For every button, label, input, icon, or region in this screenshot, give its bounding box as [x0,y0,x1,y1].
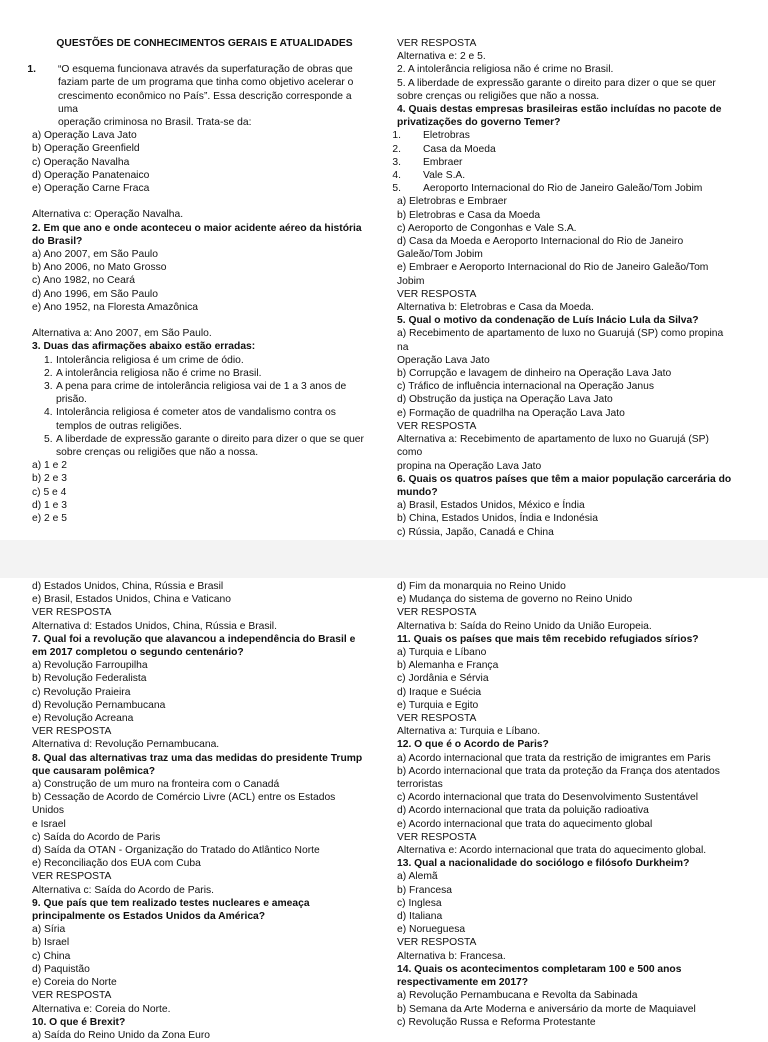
q2-option-b: b) Ano 2006, no Mato Grosso [32,262,167,274]
q10-ver-resposta-link[interactable]: VER RESPOSTA [397,607,477,619]
q4-answer: Alternativa b: Eletrobras e Casa da Moeda. [397,302,594,314]
q3-option-d: d) 1 e 3 [32,499,67,511]
q11-option-d: d) Iraque e Suécia [397,686,482,698]
q3-item-2-text: A intolerância religiosa não é crime no Brasil. [56,367,262,379]
q1-option-c: c) Operação Navalha [32,156,130,168]
q12-answer: Alternativa e: Acordo internacional que trata do aquecimento global. [397,845,707,857]
q12-option-b: b) Acordo internacional que trata da proteção da França dos atentados terroristas [397,765,720,791]
q8-option-a: a) Construção de um muro na fronteira com o Canadá [32,779,280,791]
q7-option-d: d) Revolução Pernambucana [32,699,166,711]
q3-item-5-number: 5. [44,433,53,445]
q11-option-b: b) Alemanha e França [397,660,499,672]
q3-item-5 [32,433,367,459]
q4-option-a: a) Eletrobras e Embraer [397,196,507,208]
question-13-text: 13. Qual a nacionalidade do sociólogo e filósofo Durkheim? [397,858,690,870]
q3-answer: Alternativa e: 2 e 5. [397,51,486,63]
q3-item-2 [32,367,367,380]
question-1-text: “O esquema funcionava através da superfaturação de obras que faziam parte de um programa que tinha como objetivo acelerar o crescimento econômico no País”. Essa descrição corresponde a uma operação criminosa no Brasil. Trata-se da: [58,64,354,129]
q11-option-e: e) Turquia e Egito [397,699,479,711]
page2-right-column [397,580,733,1029]
q4-item-2 [392,143,733,156]
q11-option-a: a) Turquia e Líbano [397,647,487,659]
question-14-text: 14. Quais os acontecimentos completaram 100 e 500 anos respectivamente em 2017? [397,963,682,989]
q13-option-d: d) Italiana [397,911,443,923]
question-11-text: 11. Quais os países que mais têm recebido refugiados sírios? [397,633,699,645]
q12-option-d: d) Acordo internacional que trata da poluição radioativa [397,805,649,817]
q2-answer: Alternativa a: Ano 2007, em São Paulo. [32,328,212,340]
q12-option-c: c) Acordo internacional que trata do Desenvolvimento Sustentável [397,792,699,804]
page-separator [0,540,768,578]
q4-option-c: c) Aeroporto de Congonhas e Vale S.A. [397,222,577,234]
q4-item-4 [392,169,733,182]
q13-answer: Alternativa b: Francesa. [397,950,506,962]
q6-option-e: e) Brasil, Estados Unidos, China e Vaticano [32,594,231,606]
q14-option-a: a) Revolução Pernambucana e Revolta da Sabinada [397,990,638,1002]
q10-option-d: d) Fim da monarquia no Reino Unido [397,581,566,592]
q7-option-e: e) Revolução Acreana [32,713,134,725]
question-10-text: 10. O que é Brexit? [32,1016,126,1028]
q1-answer: Alternativa c: Operação Navalha. [32,209,184,221]
page1-left-column [27,37,367,525]
q4-item-2-text: Casa da Moeda [423,143,496,155]
q2-option-a: a) Ano 2007, em São Paulo [32,249,158,261]
q6-ver-resposta-link[interactable]: VER RESPOSTA [32,607,112,619]
q1-option-d: d) Operação Panatenaico [32,169,150,181]
question-9-text: 9. Que país que tem realizado testes nucleares e ameaça principalmente os Estados Unidos da América? [32,897,310,923]
q5-ver-resposta-link[interactable]: VER RESPOSTA [397,420,477,432]
q13-ver-resposta-link[interactable]: VER RESPOSTA [397,937,477,949]
q1-option-e: e) Operação Carne Fraca [32,183,150,195]
q4-option-e: e) Embraer e Aeroporto Internacional do Rio de Janeiro Galeão/Tom Jobim [397,262,709,287]
q3-ver-resposta-link[interactable]: VER RESPOSTA [397,38,477,49]
question-7-text: 7. Qual foi a revolução que alavancou a independência do Brasil e em 2017 completou o segundo centenário? [32,633,356,659]
q4-item-1 [392,129,733,142]
q7-option-c: c) Revolução Praieira [32,686,131,698]
q3-item-3 [32,380,367,406]
q4-item-5 [392,182,733,195]
q8-option-c: c) Saída do Acordo de Paris [32,831,161,843]
q6-option-a: a) Brasil, Estados Unidos, México e Índia [397,500,585,512]
q6-answer: Alternativa d: Estados Unidos, China, Rússia e Brasil. [32,620,277,632]
q3-item-4-number: 4. [44,407,53,419]
q4-item-4-number: 4. [392,170,401,182]
q3-item-1-number: 1. [44,354,53,366]
q3-item-4-text: Intolerância religiosa é cometer atos de vandalismo contra os templos de outras religiões. [56,407,336,432]
q14-option-c: c) Revolução Russa e Reforma Protestante [397,1016,596,1028]
q3-answer-line-1: 2. A intolerância religiosa não é crime no Brasil. [397,64,614,76]
q13-option-c: c) Inglesa [397,897,442,909]
document-page-2 [0,578,768,1041]
q9-option-e: e) Coreia do Norte [32,977,117,989]
question-8-text: 8. Qual das alternativas traz uma das medidas do presidente Trump que causaram polêmica? [32,752,363,777]
q11-ver-resposta-link[interactable]: VER RESPOSTA [397,713,477,725]
q8-option-d: d) Saída da OTAN - Organização do Tratado do Atlântico Norte [32,845,320,857]
q5-option-b: b) Corrupção e lavagem de dinheiro na Operação Lava Jato [397,368,672,380]
q4-item-1-text: Eletrobras [423,130,470,142]
q4-item-5-text: Aeroporto Internacional do Rio de Janeiro Galeão/Tom Jobim [423,183,703,195]
question-4-text: 4. Quais destas empresas brasileiras estão incluídas no pacote de privatizações do governo Temer? [397,104,722,129]
q4-item-2-number: 2. [392,143,401,155]
q4-ver-resposta-link[interactable]: VER RESPOSTA [397,288,477,300]
q4-item-3-text: Embraer [423,156,463,168]
question-1 [27,63,367,129]
q10-option-a: a) Saída do Reino Unido da Zona Euro [32,1029,211,1041]
q2-option-d: d) Ano 1996, em São Paulo [32,288,158,300]
q3-option-b: b) 2 e 3 [32,473,67,485]
q8-ver-resposta-link[interactable]: VER RESPOSTA [32,871,112,883]
q3-item-1 [32,354,367,367]
q8-option-b: b) Cessação de Acordo de Comércio Livre (ACL) entre os Estados Unidos e Israel [32,792,336,830]
q5-option-d: d) Obstrução da justiça na Operação Lava Jato [397,394,613,406]
q3-item-3-number: 3. [44,381,53,393]
q3-item-5-text: A liberdade de expressão garante o direito para dizer o que se quer sobre crenças ou religiões que não a nossa. [56,433,364,459]
q1-option-a: a) Operação Lava Jato [32,130,137,142]
q3-item-1-text: Intolerância religiosa é um crime de ódio. [56,354,244,366]
q4-option-d: d) Casa da Moeda e Aeroporto Internacional do Rio de Janeiro Galeão/Tom Jobim [397,236,684,261]
q2-option-e: e) Ano 1952, na Floresta Amazônica [32,301,198,313]
q2-option-c: c) Ano 1982, no Ceará [32,275,136,287]
q6-option-c: c) Rússia, Japão, Canadá e China [397,526,554,538]
q9-option-d: d) Paquistão [32,963,90,975]
q5-option-c: c) Tráfico de influência internacional na Operação Janus [397,381,654,393]
question-3-text: 3. Duas das afirmações abaixo estão erradas: [32,341,256,353]
q4-item-5-number: 5. [392,183,401,195]
q7-option-b: b) Revolução Federalista [32,673,147,685]
q1-option-b: b) Operação Greenfield [32,143,140,155]
q4-item-3 [392,156,733,169]
q8-answer: Alternativa c: Saída do Acordo de Paris. [32,884,215,896]
q9-option-b: b) Israel [32,937,70,949]
q9-ver-resposta-link[interactable]: VER RESPOSTA [32,990,112,1002]
q11-option-c: c) Jordânia e Sérvia [397,673,489,685]
page1-right-column [392,37,733,539]
q10-answer: Alternativa b: Saída do Reino Unido da União Europeia. [397,620,652,632]
q14-option-b: b) Semana da Arte Moderna e aniversário da morte de Maquiavel [397,1003,696,1015]
q9-answer: Alternativa e: Coreia do Norte. [32,1003,171,1015]
q4-item-1-number: 1. [392,130,401,142]
q7-option-a: a) Revolução Farroupilha [32,660,148,672]
q4-item-4-text: Vale S.A. [423,170,466,182]
q10-option-e: e) Mudança do sistema de governo no Reino Unido [397,594,633,606]
page2-left-column [32,580,367,1042]
q3-option-c: c) 5 e 4 [32,486,67,498]
q9-option-a: a) Síria [32,924,66,936]
q5-option-e: e) Formação de quadrilha na Operação Lava Jato [397,407,625,419]
q6-option-b: b) China, Estados Unidos, Índia e Indonésia [397,513,598,525]
q12-ver-resposta-link[interactable]: VER RESPOSTA [397,831,477,843]
q3-option-e: e) 2 e 5 [32,513,67,525]
q3-answer-line-2: 5. A liberdade de expressão garante o direito para dizer o que se quer sobre crenças ou religiões que não a nossa. [397,77,716,102]
q12-option-e: e) Acordo internacional que trata do aquecimento global [397,818,653,830]
question-2-text: 2. Em que ano e onde aconteceu o maior acidente aéreo da história do Brasil? [32,222,362,247]
question-5-text: 5. Qual o motivo da condenação de Luís Inácio Lula da Silva? [397,315,699,327]
q3-item-3-text: A pena para crime de intolerância religiosa vai de 1 a 3 anos de prisão. [56,381,347,406]
question-1-number: 1. [27,64,36,76]
q4-item-3-number: 3. [392,156,401,168]
q3-item-2-number: 2. [44,367,53,379]
q7-answer: Alternativa d: Revolução Pernambucana. [32,739,220,751]
q13-option-b: b) Francesa [397,884,452,896]
q11-answer: Alternativa a: Turquia e Líbano. [397,726,541,738]
q8-option-e: e) Reconciliação dos EUA com Cuba [32,858,201,870]
q3-item-4 [32,406,367,432]
q7-ver-resposta-link[interactable]: VER RESPOSTA [32,726,112,738]
q13-option-e: e) Norueguesa [397,924,466,936]
q9-option-c: c) China [32,950,71,962]
document-title: QUESTÕES DE CONHECIMENTOS GERAIS E ATUALIDADES [56,38,353,49]
q3-option-a: a) 1 e 2 [32,460,67,472]
q6-option-d: d) Estados Unidos, China, Rússia e Brasil [32,581,224,592]
q5-answer: Alternativa a: Recebimento de apartamento de luxo no Guarujá (SP) como propina na Operação Lava Jato [397,434,709,472]
q13-option-a: a) Alemã [397,871,438,883]
question-12-text: 12. O que é o Acordo de Paris? [397,739,549,751]
q4-option-b: b) Eletrobras e Casa da Moeda [397,209,541,221]
q12-option-a: a) Acordo internacional que trata da restrição de imigrantes em Paris [397,752,711,764]
question-6-text: 6. Quais os quatros países que têm a maior população carcerária do mundo? [397,473,732,498]
q5-option-a: a) Recebimento de apartamento de luxo no Guarujá (SP) como propina na Operação Lava Jato [397,328,724,366]
